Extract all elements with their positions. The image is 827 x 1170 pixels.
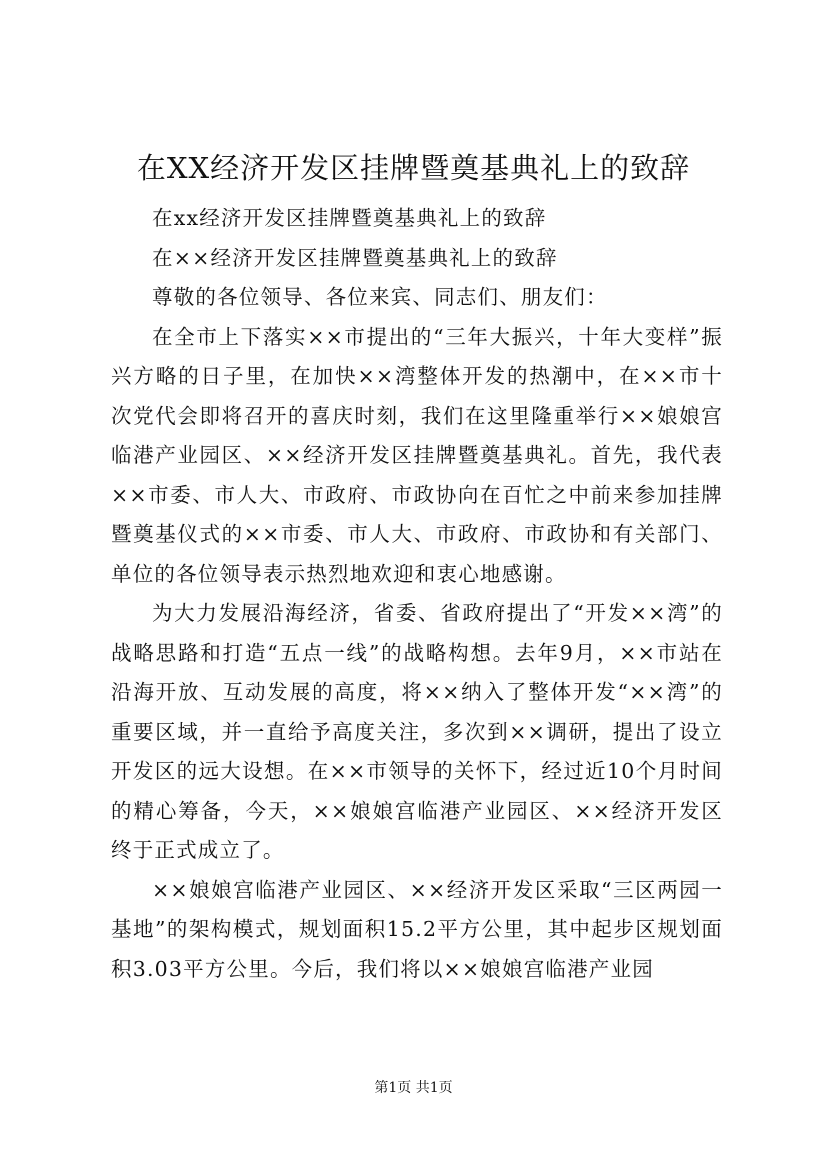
document-title: 在XX经济开发区挂牌暨奠基典礼上的致辞: [136, 151, 691, 185]
paragraph-opening: 在全市上下落实××市提出的“三年大振兴，十年大变样”振兴方略的日子里，在加快××湾整体开发的热潮中，在××市十次党代会即将召开的喜庆时刻，我们在这里隆重举行××娘娘宫临港产业园区、××经济开发区挂牌暨奠基典礼。首先，我代表××市委、市人大、市政府、市政协向在百忙之中前来参加挂牌暨奠基仪式的××市委、市人大、市政府、市政协和有关部门、单位的各位领导表示热烈地欢迎和衷心地感谢。: [111, 324, 723, 586]
paragraph-planning: ××娘娘宫临港产业园区、××经济开发区采取“三区两园一基地”的架构模式，规划面积15.2平方公里，其中起步区规划面积3.03平方公里。今后，我们将以××娘娘宫临港产业园: [111, 877, 723, 981]
document-body: [111, 199, 723, 989]
paragraph-salutation: 尊敬的各位领导、各位来宾、同志们、朋友们：: [152, 285, 608, 309]
page-footer: 第1页 共1页: [374, 1080, 453, 1096]
paragraph-subtitle-2: 在××经济开发区挂牌暨奠基典礼上的致辞: [152, 245, 558, 270]
paragraph-subtitle-1: 在xx经济开发区挂牌暨奠基典礼上的致辞: [152, 206, 547, 230]
paragraph-background: 为大力发展沿海经济，省委、省政府提出了“开发××湾”的战略思路和打造“五点一线”的战略构想。去年9月，××市站在沿海开放、互动发展的高度，将××纳入了整体开发“××湾”的重要区域，并一直给予高度关注，多次到××调研，提出了设立开发区的远大设想。在××市领导的关怀下，经过近10个月时间的精心筹备，今天，××娘娘宫临港产业园区、××经济开发区终于正式成立了。: [111, 601, 723, 862]
